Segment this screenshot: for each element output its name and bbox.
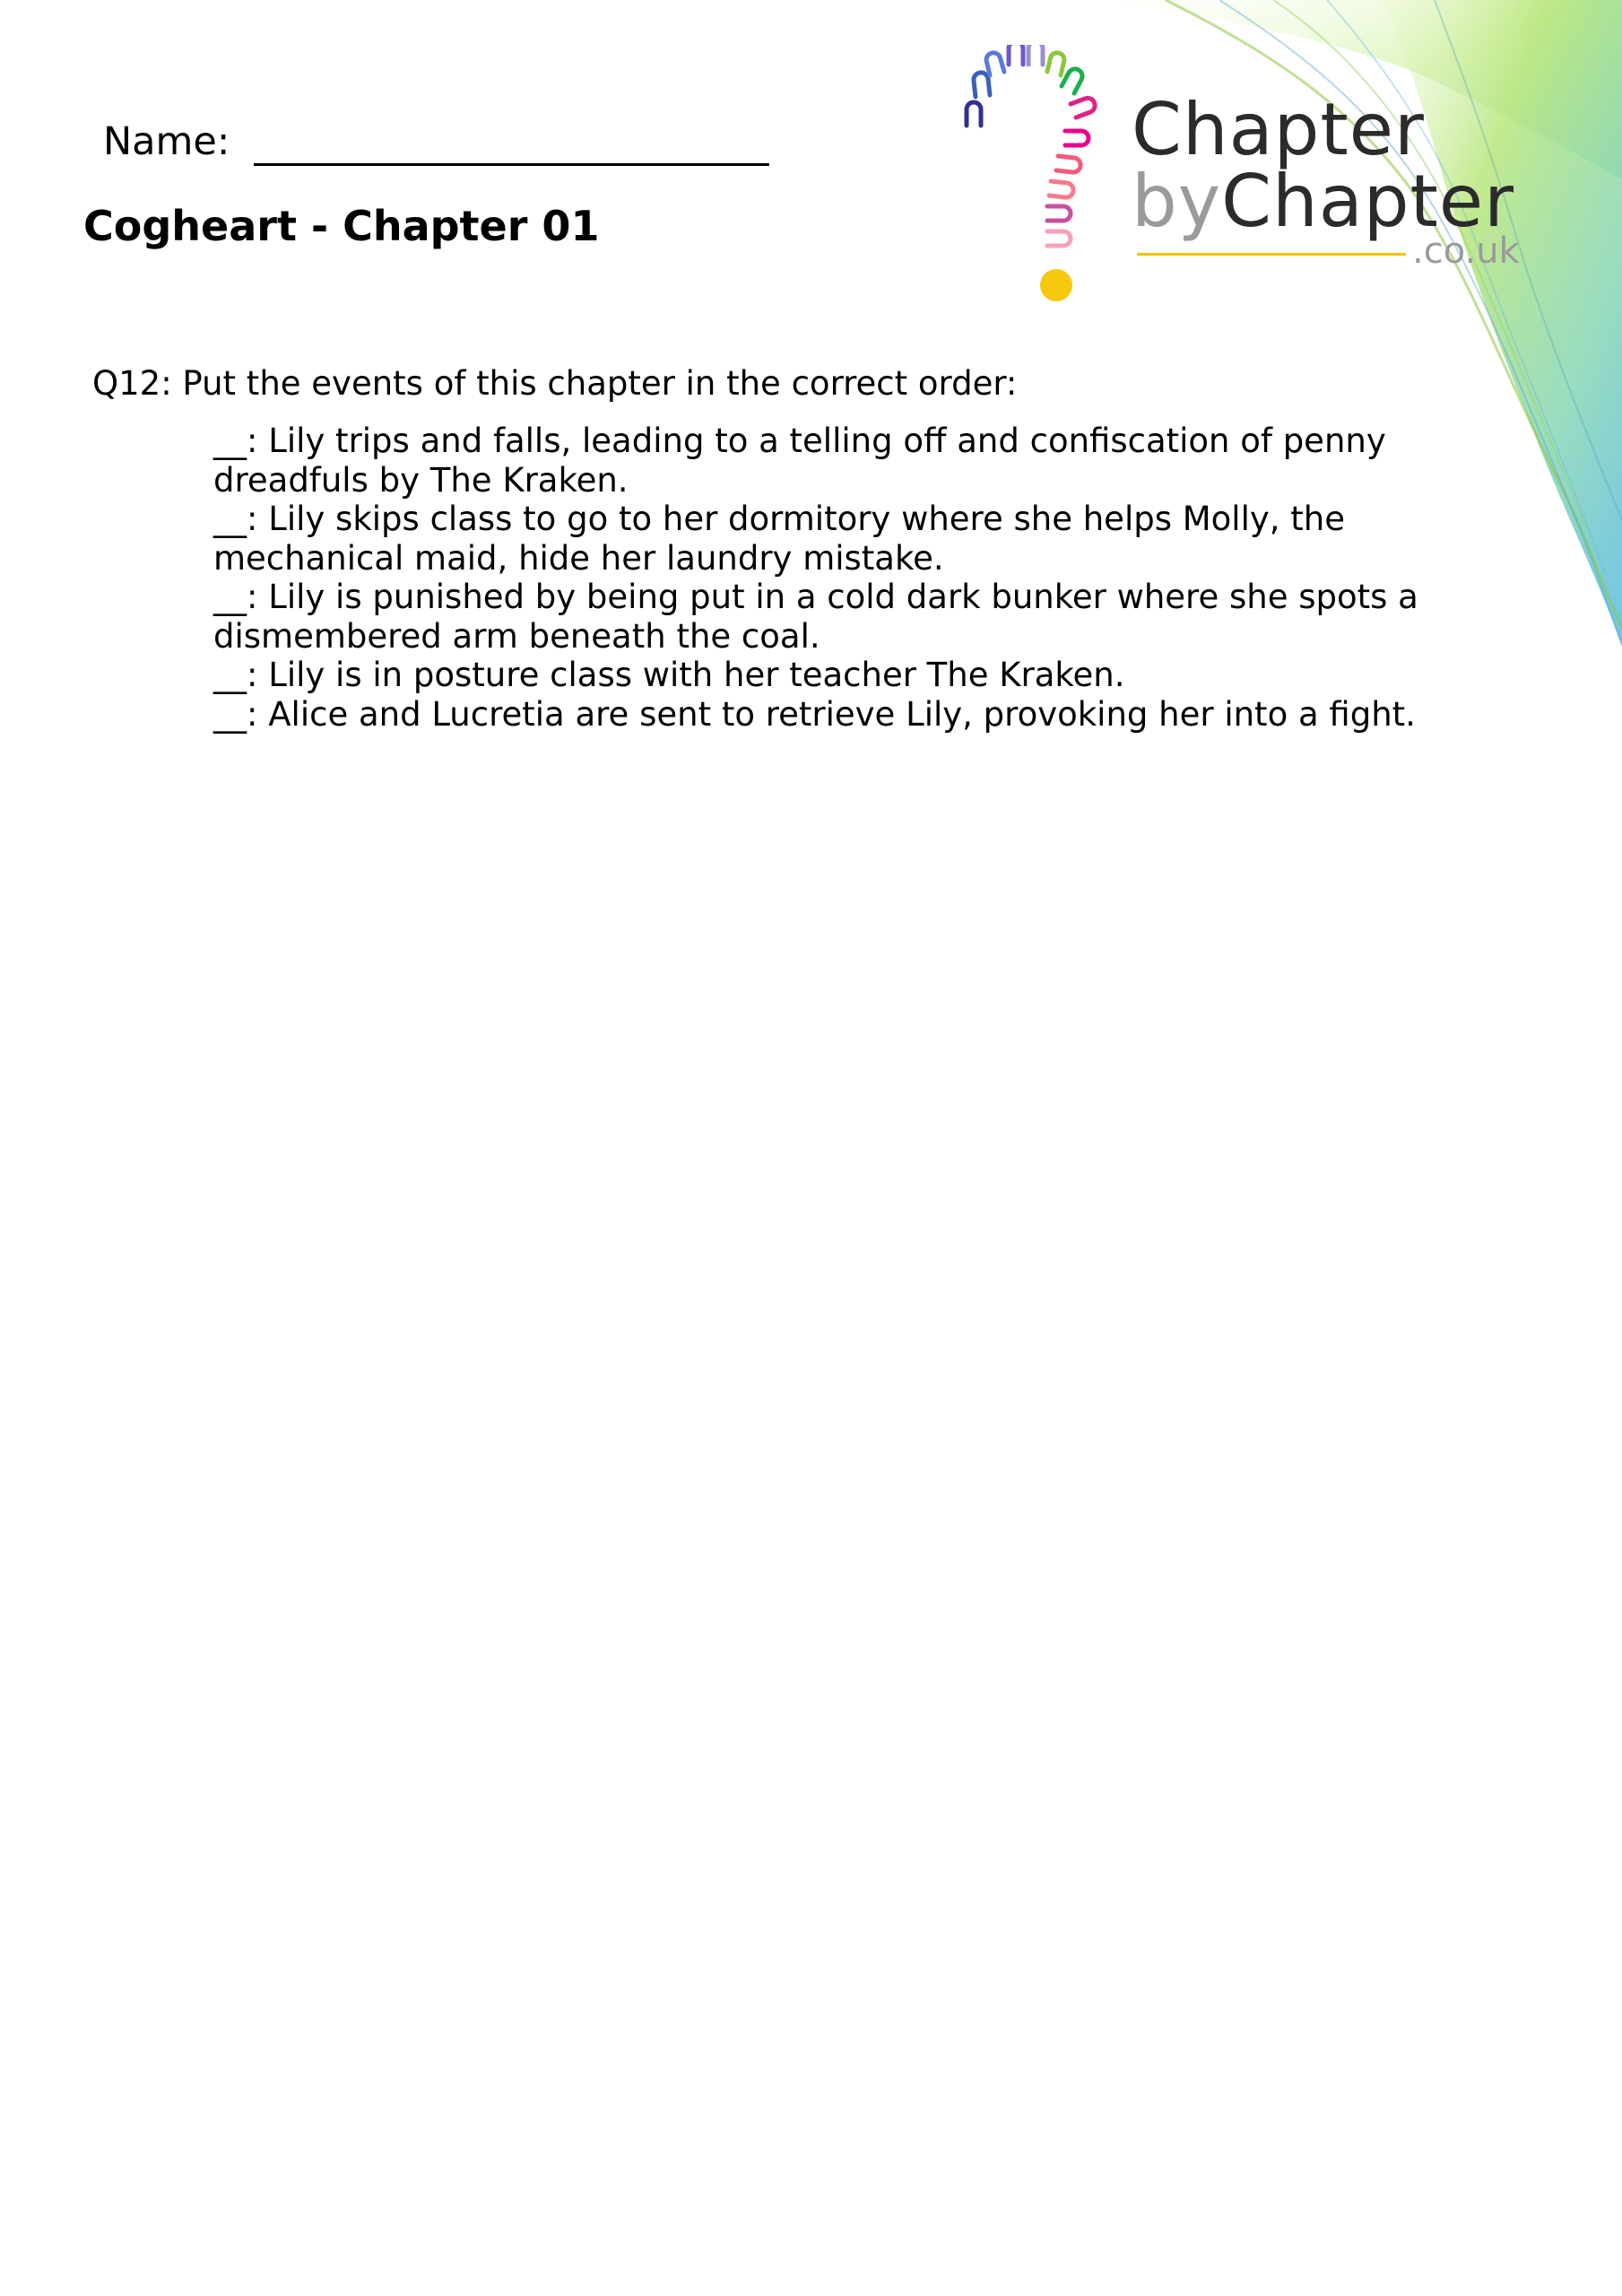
logo-text-by: by [1132,160,1222,243]
book-arc-question-mark-icon [959,45,1139,314]
logo-underline [1137,253,1406,256]
logo-domain: .co.uk [1412,230,1520,272]
event-item: __: Lily is in posture class with her teacher The Kraken. [213,656,1125,694]
name-input-line[interactable] [254,163,769,166]
name-label: Name: [103,119,230,164]
chapter-by-chapter-logo [959,45,1533,314]
event-item: __: Alice and Lucretia are sent to retrieve Lily, provoking her into a fight. [213,694,1416,734]
worksheet-title: Cogheart - Chapter 01 [83,202,600,250]
question-prompt: Q12: Put the events of this chapter in the correct order: [92,364,1018,403]
event-item: __: Lily is punished by being put in a cold dark bunker where she spots a dismembered arm beneath the coal. [213,578,1418,656]
logo-text-chapter: Chapter [1132,88,1425,171]
event-item: __: Lily skips class to go to her dormitory where she helps Molly, the mechanical maid, hide her laundry mistake. [213,500,1346,578]
event-item: __: Lily trips and falls, leading to a telling off and confiscation of penny dreadfuls by The Kraken. [213,422,1386,500]
event-list [213,422,1487,734]
logo-text-chapter-2: Chapter [1221,160,1514,243]
